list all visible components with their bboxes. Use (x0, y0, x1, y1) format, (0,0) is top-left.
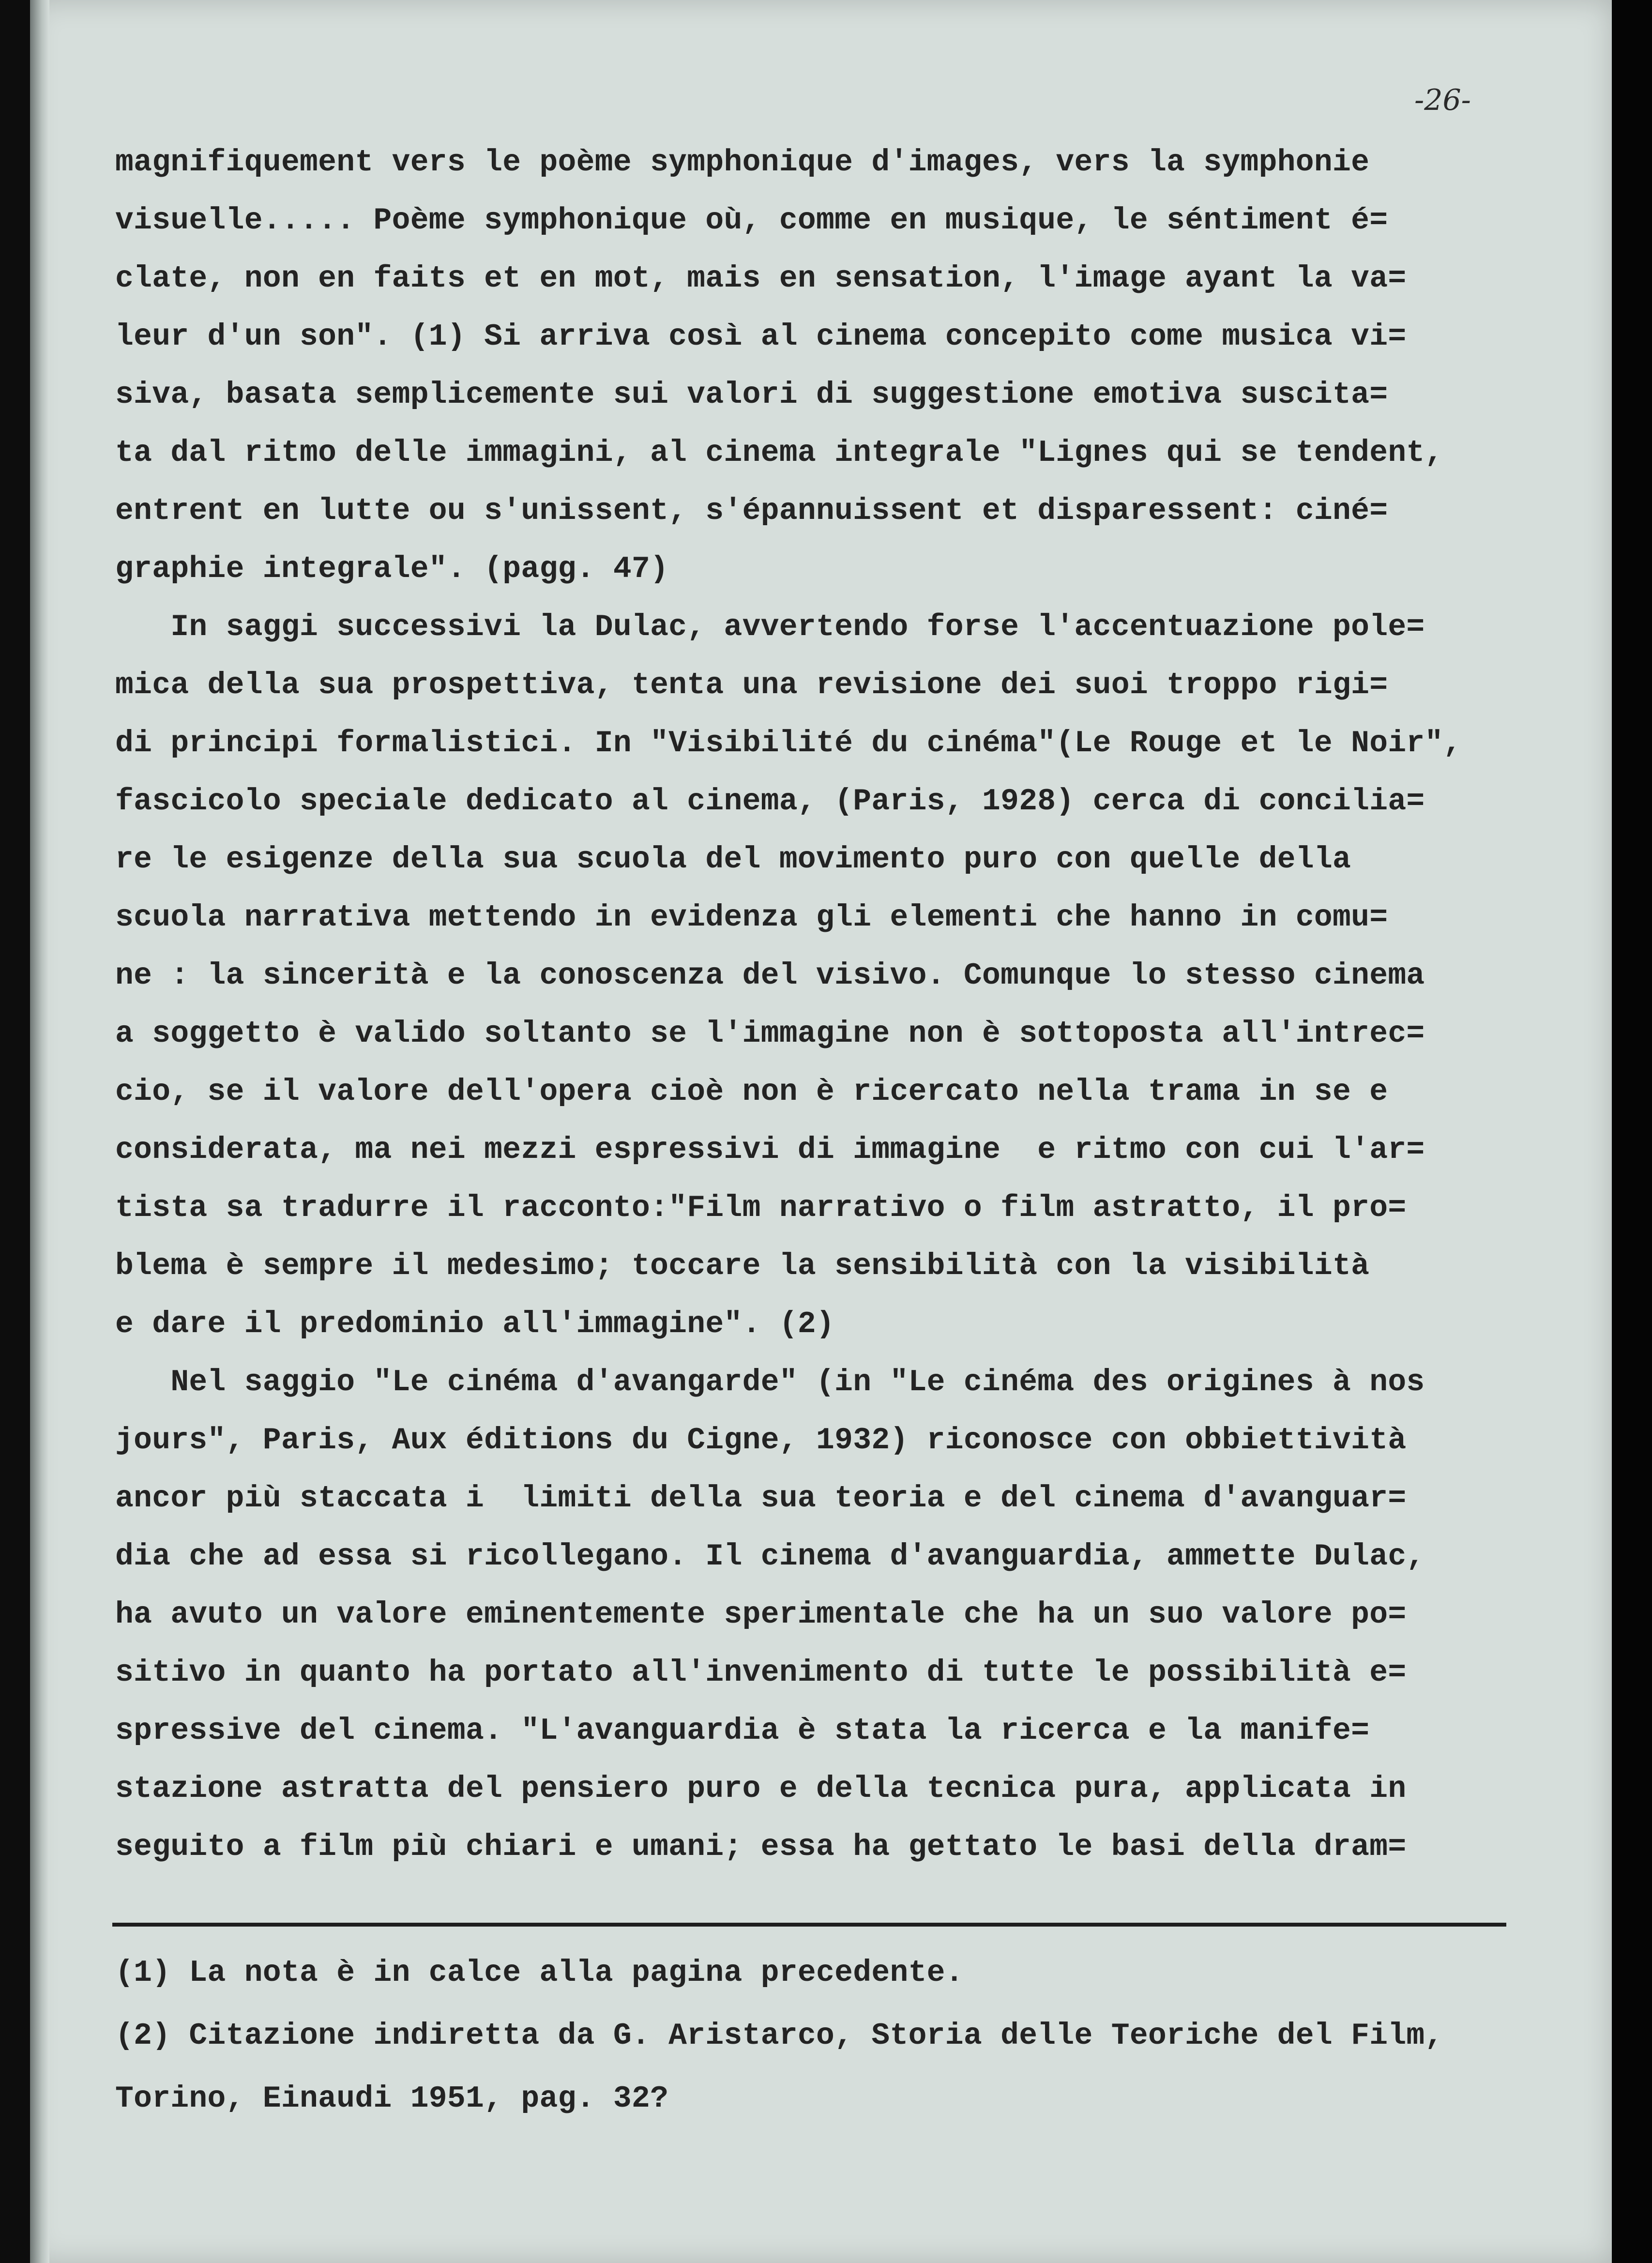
text-line: Nel saggio "Le cinéma d'avangarde" (in "Le cinéma des origines à nos (115, 1365, 1425, 1399)
text-line: magnifiquement vers le poème symphonique d'images, vers la symphonie (115, 145, 1370, 180)
text-line: re le esigenze della sua scuola del movimento puro con quelle della (115, 842, 1351, 877)
footnote-line: (1) La nota è in calce alla pagina precedente. (115, 1956, 964, 1990)
text-line: visuelle..... Poème symphonique où, comme en musique, le séntiment é= (115, 203, 1388, 238)
page-edge-shadow (30, 0, 49, 2263)
text-line: fascicolo speciale dedicato al cinema, (Paris, 1928) cerca di concilia= (115, 784, 1425, 819)
text-line: siva, basata semplicemente sui valori di suggestione emotiva suscita= (115, 378, 1388, 412)
text-line: ne : la sincerità e la conoscenza del visivo. Comunque lo stesso cinema (115, 958, 1425, 993)
footnote-divider (112, 1923, 1506, 1927)
footnote-line: Torino, Einaudi 1951, pag. 32? (115, 2081, 669, 2116)
text-line: blema è sempre il medesimo; toccare la sensibilità con la visibilità (115, 1249, 1370, 1283)
text-line: mica della sua prospettiva, tenta una revisione dei suoi troppo rigi= (115, 668, 1388, 702)
text-line: graphie integrale". (pagg. 47) (115, 552, 669, 586)
text-line: considerata, ma nei mezzi espressivi di immagine e ritmo con cui l'ar= (115, 1133, 1425, 1167)
text-line: stazione astratta del pensiero puro e della tecnica pura, applicata in (115, 1772, 1407, 1806)
text-line: seguito a film più chiari e umani; essa ha gettato le basi della dram= (115, 1830, 1407, 1864)
text-line: entrent en lutte ou s'unissent, s'épannuissent et disparessent: ciné= (115, 494, 1388, 528)
text-line: ha avuto un valore eminentemente sperimentale che ha un suo valore po= (115, 1597, 1407, 1632)
document-page (30, 0, 1612, 2263)
text-line: tista sa tradurre il racconto:"Film narrativo o film astratto, il pro= (115, 1191, 1407, 1225)
text-line: clate, non en faits et en mot, mais en sensation, l'image ayant la va= (115, 261, 1407, 296)
text-line: e dare il predominio all'immagine". (2) (115, 1307, 835, 1341)
text-line: spressive del cinema. "L'avanguardia è stata la ricerca e la manife= (115, 1714, 1370, 1748)
scan-border (1612, 0, 1652, 2263)
footnote-line: (2) Citazione indiretta da G. Aristarco, Storia delle Teoriche del Film, (115, 2019, 1443, 2053)
text-line: ancor più staccata i limiti della sua teoria e del cinema d'avanguar= (115, 1481, 1407, 1516)
text-line: leur d'un son". (1) Si arriva così al cinema concepito come musica vi= (115, 319, 1407, 354)
text-line: a soggetto è valido soltanto se l'immagine non è sottoposta all'intrec= (115, 1017, 1425, 1051)
text-line: sitivo in quanto ha portato all'invenimento di tutte le possibilità e= (115, 1655, 1407, 1690)
text-line: ta dal ritmo delle immagini, al cinema integrale "Lignes qui se tendent, (115, 436, 1443, 470)
page-number: -26- (1414, 83, 1471, 117)
text-line: In saggi successivi la Dulac, avvertendo forse l'accentuazione pole= (115, 610, 1425, 644)
text-line: cio, se il valore dell'opera cioè non è ricercato nella trama in se e (115, 1075, 1388, 1109)
text-line: di principi formalistici. In "Visibilité du cinéma"(Le Rouge et le Noir", (115, 726, 1462, 760)
text-line: dia che ad essa si ricollegano. Il cinema d'avanguardia, ammette Dulac, (115, 1539, 1425, 1574)
text-line: jours", Paris, Aux éditions du Cigne, 1932) riconosce con obbiettività (115, 1423, 1407, 1458)
text-line: scuola narrativa mettendo in evidenza gli elementi che hanno in comu= (115, 900, 1388, 935)
